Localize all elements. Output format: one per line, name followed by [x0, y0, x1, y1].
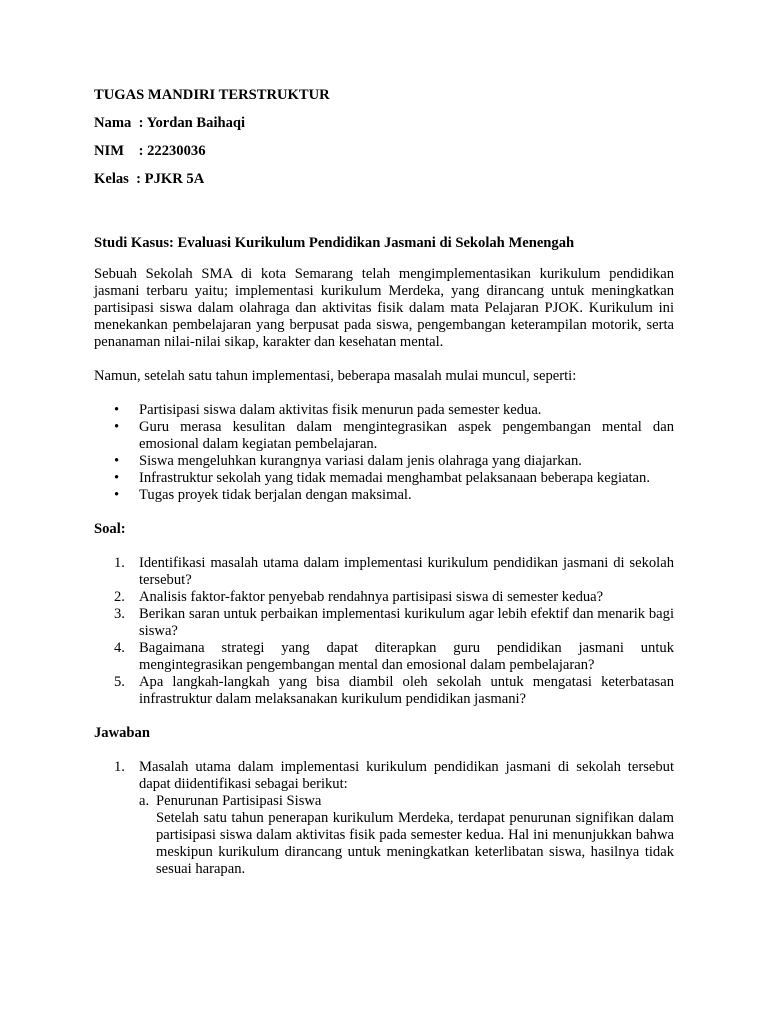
name-value: Yordan Baihaqi	[146, 115, 246, 131]
class-line	[94, 171, 674, 199]
list-item: • Guru merasa kesulitan dalam mengintegrasikan aspek pengembangan mental dan emosional dalam kegiatan pembelajaran.	[114, 419, 674, 452]
problems-list	[94, 402, 674, 504]
class-value: PJKR 5A	[144, 171, 205, 187]
jawaban-title: Jawaban	[94, 725, 150, 741]
soal-title: Soal:	[94, 521, 126, 537]
bullet: •	[114, 470, 120, 486]
list-item: • Partisipasi siswa dalam aktivitas fisik menurun pada semester kedua.	[114, 402, 542, 418]
answer-item: 1. Masalah utama dalam implementasi kurikulum pendidikan jasmani di sekolah tersebut dapat diidentifikasi sebagai berikut:	[114, 759, 674, 792]
answer-block	[94, 759, 674, 878]
name-line	[94, 115, 674, 143]
bullet: •	[114, 402, 120, 418]
list-item: • Siswa mengeluhkan kurangnya variasi dalam jenis olahraga yang diajarkan.	[114, 453, 582, 469]
bullet: •	[114, 487, 120, 503]
class-label: Kelas :	[94, 171, 145, 187]
nim-value: 22230036	[147, 143, 206, 159]
answer-subitem: a. Penurunan Partisipasi Siswa	[139, 793, 322, 809]
list-item: 3. Berikan saran untuk perbaikan implementasi kurikulum agar lebih efektif dan menarik bagi siswa?	[114, 606, 674, 639]
list-item: 5. Apa langkah-langkah yang bisa diambil oleh sekolah untuk mengatasi keterbatasan infrastruktur dalam melaksanakan kurikulum pendidikan jasmani?	[114, 674, 674, 707]
list-item: 2. Analisis faktor-faktor penyebab rendahnya partisipasi siswa di semester kedua?	[114, 589, 604, 605]
answer-subitem-body: Setelah satu tahun penerapan kurikulum Merdeka, terdapat penurunan signifikan dalam partisipasi siswa dalam aktivitas fisik pada semester kedua. Hal ini menunjukkan bahwa meskipun kurikulum dirancang untuk meningkatkan keterlibatan siswa, hasilnya tidak sesuai harapan.	[156, 810, 674, 877]
intro-paragraph: Sebuah Sekolah SMA di kota Semarang telah mengimplementasikan kurikulum pendidikan jasmani terbaru yaitu; implementasi kurikulum Merdeka, yang dirancang untuk meningkatkan partisipasi siswa dalam olahraga dan aktivitas fisik dalam mata Pelajaran PJOK. Kurikulum ini menekankan pembelajaran yang berpusat pada siswa, pengembangan keterampilan motorik, serta penanaman nilai-nilai sikap, karakter dan kesehatan mental.	[94, 266, 674, 350]
doc-title: TUGAS MANDIRI TERSTRUKTUR	[94, 87, 330, 103]
list-item: 1. Identifikasi masalah utama dalam implementasi kurikulum pendidikan jasmani di sekolah tersebut?	[114, 555, 674, 588]
document-content	[94, 87, 674, 878]
case-title: Studi Kasus: Evaluasi Kurikulum Pendidikan Jasmani di Sekolah Menengah	[94, 235, 575, 251]
nim-line	[94, 143, 674, 171]
bullet: •	[114, 453, 120, 469]
list-item: • Tugas proyek tidak berjalan dengan maksimal.	[114, 487, 412, 503]
name-label: Nama :	[94, 115, 147, 131]
problems-intro: Namun, setelah satu tahun implementasi, beberapa masalah mulai muncul, seperti:	[94, 368, 577, 384]
questions-list	[94, 555, 674, 708]
bullet: •	[114, 419, 120, 435]
list-item: • Infrastruktur sekolah yang tidak memadai menghambat pelaksanaan beberapa kegiatan.	[114, 470, 650, 486]
list-item: 4. Bagaimana strategi yang dapat diterapkan guru pendidikan jasmani untuk mengintegrasikan pengembangan mental dan emosional dalam pembelajaran?	[114, 640, 674, 673]
nim-label: NIM :	[94, 143, 148, 159]
